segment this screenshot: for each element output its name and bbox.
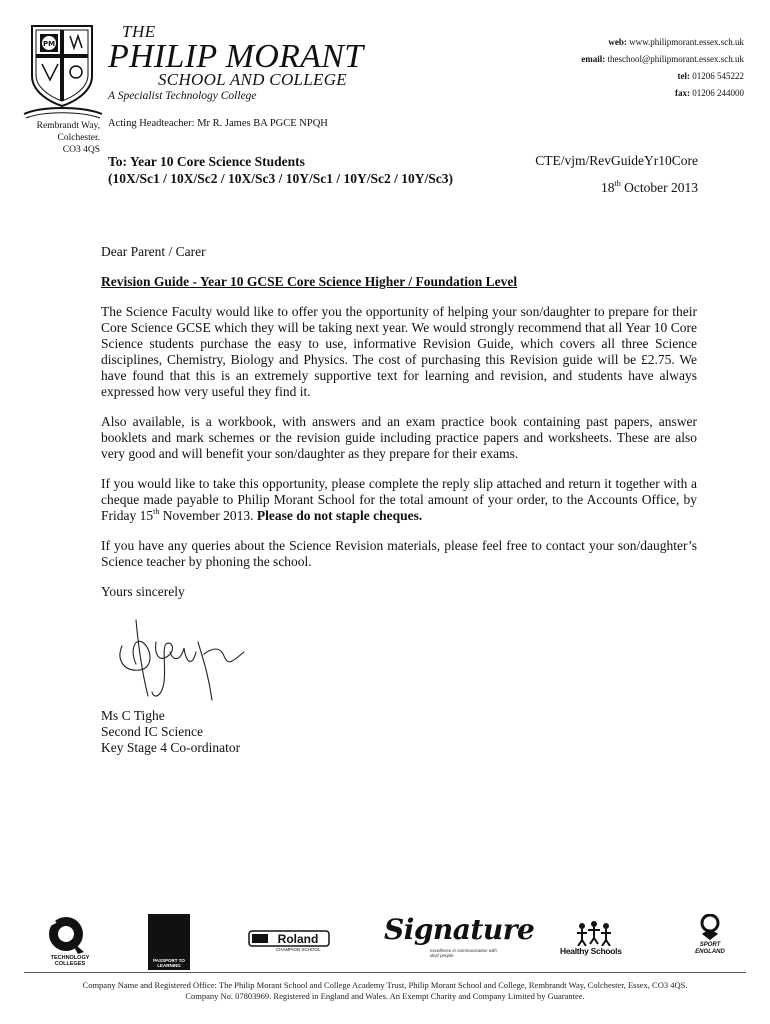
contact-block [581,34,744,102]
school-name-the: THE [122,22,156,41]
footer-line: Company No. 07803969. Registered in England and Wales. An Exempt Charity and Company Limited by Guarantee. [185,991,585,1001]
signature-charity-tagline: excellence in communication with deaf people [430,948,497,958]
letter-body [101,244,697,614]
letter-reference: CTE/vjm/RevGuideYr10Core [535,153,698,168]
svg-text:Roland: Roland [277,932,319,946]
signer-role: Key Stage 4 Co-ordinator [101,740,241,755]
sport-england-logo [696,914,724,940]
company-footer [24,980,746,1002]
signer-role: Second IC Science [101,724,203,739]
signoff-block [101,708,240,756]
letter-subject: Revision Guide - Year 10 GCSE Core Science Higher / Foundation Level [101,274,518,289]
paragraph: If you would like to take this opportunity, please complete the reply slip attached and return it together with a cheque made payable to Philip Morant School for the total amount of your order, to the Accounts Office, by Friday 15th November 2013. Please do not staple cheques. [101,476,697,523]
web-link[interactable]: www.philipmorant.essex.sch.uk [629,37,744,47]
roland-sub-label: CHAMPION SCHOOL [276,947,321,952]
closing: Yours sincerely [101,584,185,599]
sport-england-label: SPORT ENGLAND [695,942,725,955]
paragraph: If you have any queries about the Science Revision materials, please feel free to contact your son/daughter’s Science teacher by phoning the school. [101,538,697,569]
school-crest-logo [28,20,96,108]
contact-tel: tel: 01206 545222 [677,71,744,81]
handwritten-signature [112,612,262,708]
crest-initials: PM [42,40,56,48]
contact-web: web: www.philipmorant.essex.sch.uk [608,37,744,47]
recipient-line: To: Year 10 Core Science Students [108,154,305,169]
school-address [24,120,100,156]
address-line: Colchester. [57,133,100,143]
healthy-schools-logo [572,920,616,946]
letter-date: 18th October 2013 [601,179,698,195]
paragraph: Also available, is a workbook, with answers and an exam practice book containing past papers, answer booklets and mark schemes or the revision guide including practice papers and worksheets. These are also very good and will benefit your son/daughter as they prepare for their exams. [101,414,697,461]
recipient-block [108,153,453,187]
salutation: Dear Parent / Carer [101,244,206,259]
address-line: CO3 4QS [62,145,100,155]
footer-divider [24,972,746,973]
footer-line: Company Name and Registered Office: The Philip Morant School and College Academy Trust, Philip Morant School and College, Rembrandt Way, Colchester, Essex, CO3 4QS. [82,980,688,990]
school-name-subtitle: SCHOOL AND COLLEGE [158,70,347,89]
school-name: PHILIP MORANT [108,38,364,75]
fax-value: 01206 244000 [692,88,744,98]
signature-charity-logo: Signature [384,913,535,946]
contact-fax: fax: 01206 244000 [675,88,744,98]
healthy-schools-label: Healthy Schools [560,946,622,956]
paragraph: The Science Faculty would like to offer you the opportunity of helping your son/daughter to prepare for their Core Science GCSE which they will be taking next year. We would strongly recommend that all Year 10 Core Science students purchase the easy to use, informative Revision Guide, which covers all three Science disciplines, Chemistry, Biology and Physics. The cost of purchasing this Revision guide will be £2.75. We have found that this is an extremely supportive text for learning and revision, and students have always expressed how very useful they find it. [101,304,697,399]
contact-email: email: theschool@philipmorant.essex.sch.uk [581,54,744,64]
technology-colleges-label: TECHNOLOGY COLLEGES [50,955,90,967]
signer-name: Ms C Tighe [101,708,165,723]
recipient-groups: (10X/Sc1 / 10X/Sc2 / 10X/Sc3 / 10Y/Sc1 / 10Y/Sc2 / 10Y/Sc3) [108,171,453,186]
school-tagline: A Specialist Technology College [108,90,257,102]
staple-warning: Please do not staple cheques. [256,508,423,523]
tel-value: 01206 545222 [692,71,744,81]
address-line: Rembrandt Way, [36,121,100,131]
passport-to-learning-label: PASSPORT TO LEARNING [153,958,185,968]
email-link[interactable]: theschool@philipmorant.essex.sch.uk [607,54,744,64]
head-teacher-line: Acting Headteacher: Mr R. James BA PGCE NPQH [108,118,328,129]
roland-logo [248,928,330,948]
